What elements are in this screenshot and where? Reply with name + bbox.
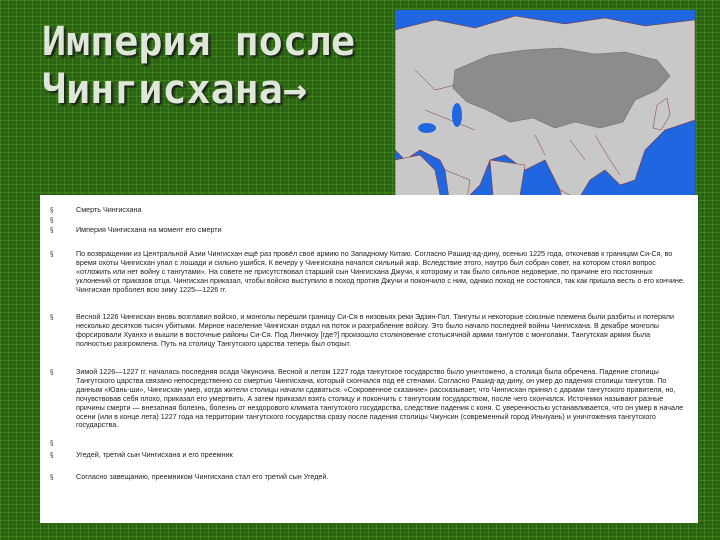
bullet-text: По возвращении из Центральной Азии Чингисхан ещё раз провёл своё армию по Западному Китаю. Согласно Рашид-ад-дину, осенью 1225 года, откочевав к границам Си-Ся, во время охоты Чингисхан упал с лошади и сильно ушибся. К вечеру у Чингисхана начался сильный жар. Вследствие этого, наутро был собран совет, на котором стоял вопрос «отложить или нет войну с тангутами». На совете не присутствовал старший сын Чингисхана Джучи, к которому и так было сильное недоверие, по причине его постоянных уклонений от приказов отца. Чингисхан приказал, чтобы войско выступило в поход против Джучи и покончило с ним, однако поход не состоялся, так как пришла весть о его кончине. Чингисхан проболел всю зиму 1225—1226 гг. <box>76 249 685 294</box>
bullet-marker: § <box>50 368 54 376</box>
title-line-1: Империя после <box>42 19 356 65</box>
bullet-marker: § <box>50 250 54 258</box>
bullet-text: Согласно завещанию, преемником Чингисхана стал его третий сын Угедей. <box>76 472 329 481</box>
bullet-marker: § <box>50 439 54 447</box>
black-sea <box>418 123 436 133</box>
bullet-marker: § <box>50 473 54 481</box>
title-line-2: Чингисхана→ <box>42 67 307 113</box>
bullet-text: Весной 1226 Чингисхан вновь возглавил войско, и монголы перешли границу Си-Ся в низовьях реки Эдзин-Гол. Тангуты и некоторые союзные племена были разбиты и потеряли несколько десятков тысяч убитыми. Мирное население Чингисхан отдал на поток и разграбление войску. Это было начало последней войны Чингисхана. В декабре монголы форсировали Хуанхэ и вышли в восточные районы Си-Ся. Под Линчжоу [где?] произошло столкновение стотысячной армии тангутов с монголами. Тангутская армия была полностью разгромлена. Путь на столицу Тангутского царства теперь был открыт. <box>76 312 674 348</box>
bullet-text: Зимой 1226—1227 гг. началась последняя осада Чжунсина. Весной и летом 1227 года тангутское государство было уничтожено, а столица была обречена. Падение столицы Тангутского царства связано непосредственно со смертью Чингисхана, который скончался под её стенами. Согласно Рашид-ад-дину, он умер до падения столицы тангутов. По данным «Юань-ши», Чингисхан умер, когда жители столицы начали сдаваться. «Сокровенное сказание» рассказывает, что Чингисхан принял с дарами тангутского правителя, но, почувствовав себя плохо, приказал его умертвить. А затем приказал взять столицу и покончить с тангутским государством, после чего скончался. Источники называют разные причины смерти — внезапная болезнь, болезнь от нездорового климата тангутского государства, следствие падения с коня. С уверенностью устанавливается, что он умер в начале осени (или в конце лета) 1227 года на территории тангутского государства сразу после падения столицы Чжунсин (современный город Иньчуань) и уничтожения тангутского государства. <box>76 367 684 430</box>
bullet-marker: § <box>50 226 54 234</box>
bullet-text: Угедей, третий сын Чингисхана и его преемник <box>76 450 233 459</box>
bullet-text: Империя Чингисхана на момент его смерти <box>76 225 222 234</box>
bullet-text: Смерть Чингисхана <box>76 205 142 214</box>
content-panel <box>40 195 698 523</box>
bullet-marker: § <box>50 216 54 224</box>
bullet-marker: § <box>50 451 54 459</box>
bullet-marker: § <box>50 206 54 214</box>
bullet-marker: § <box>50 313 54 321</box>
slide-title <box>42 18 462 114</box>
